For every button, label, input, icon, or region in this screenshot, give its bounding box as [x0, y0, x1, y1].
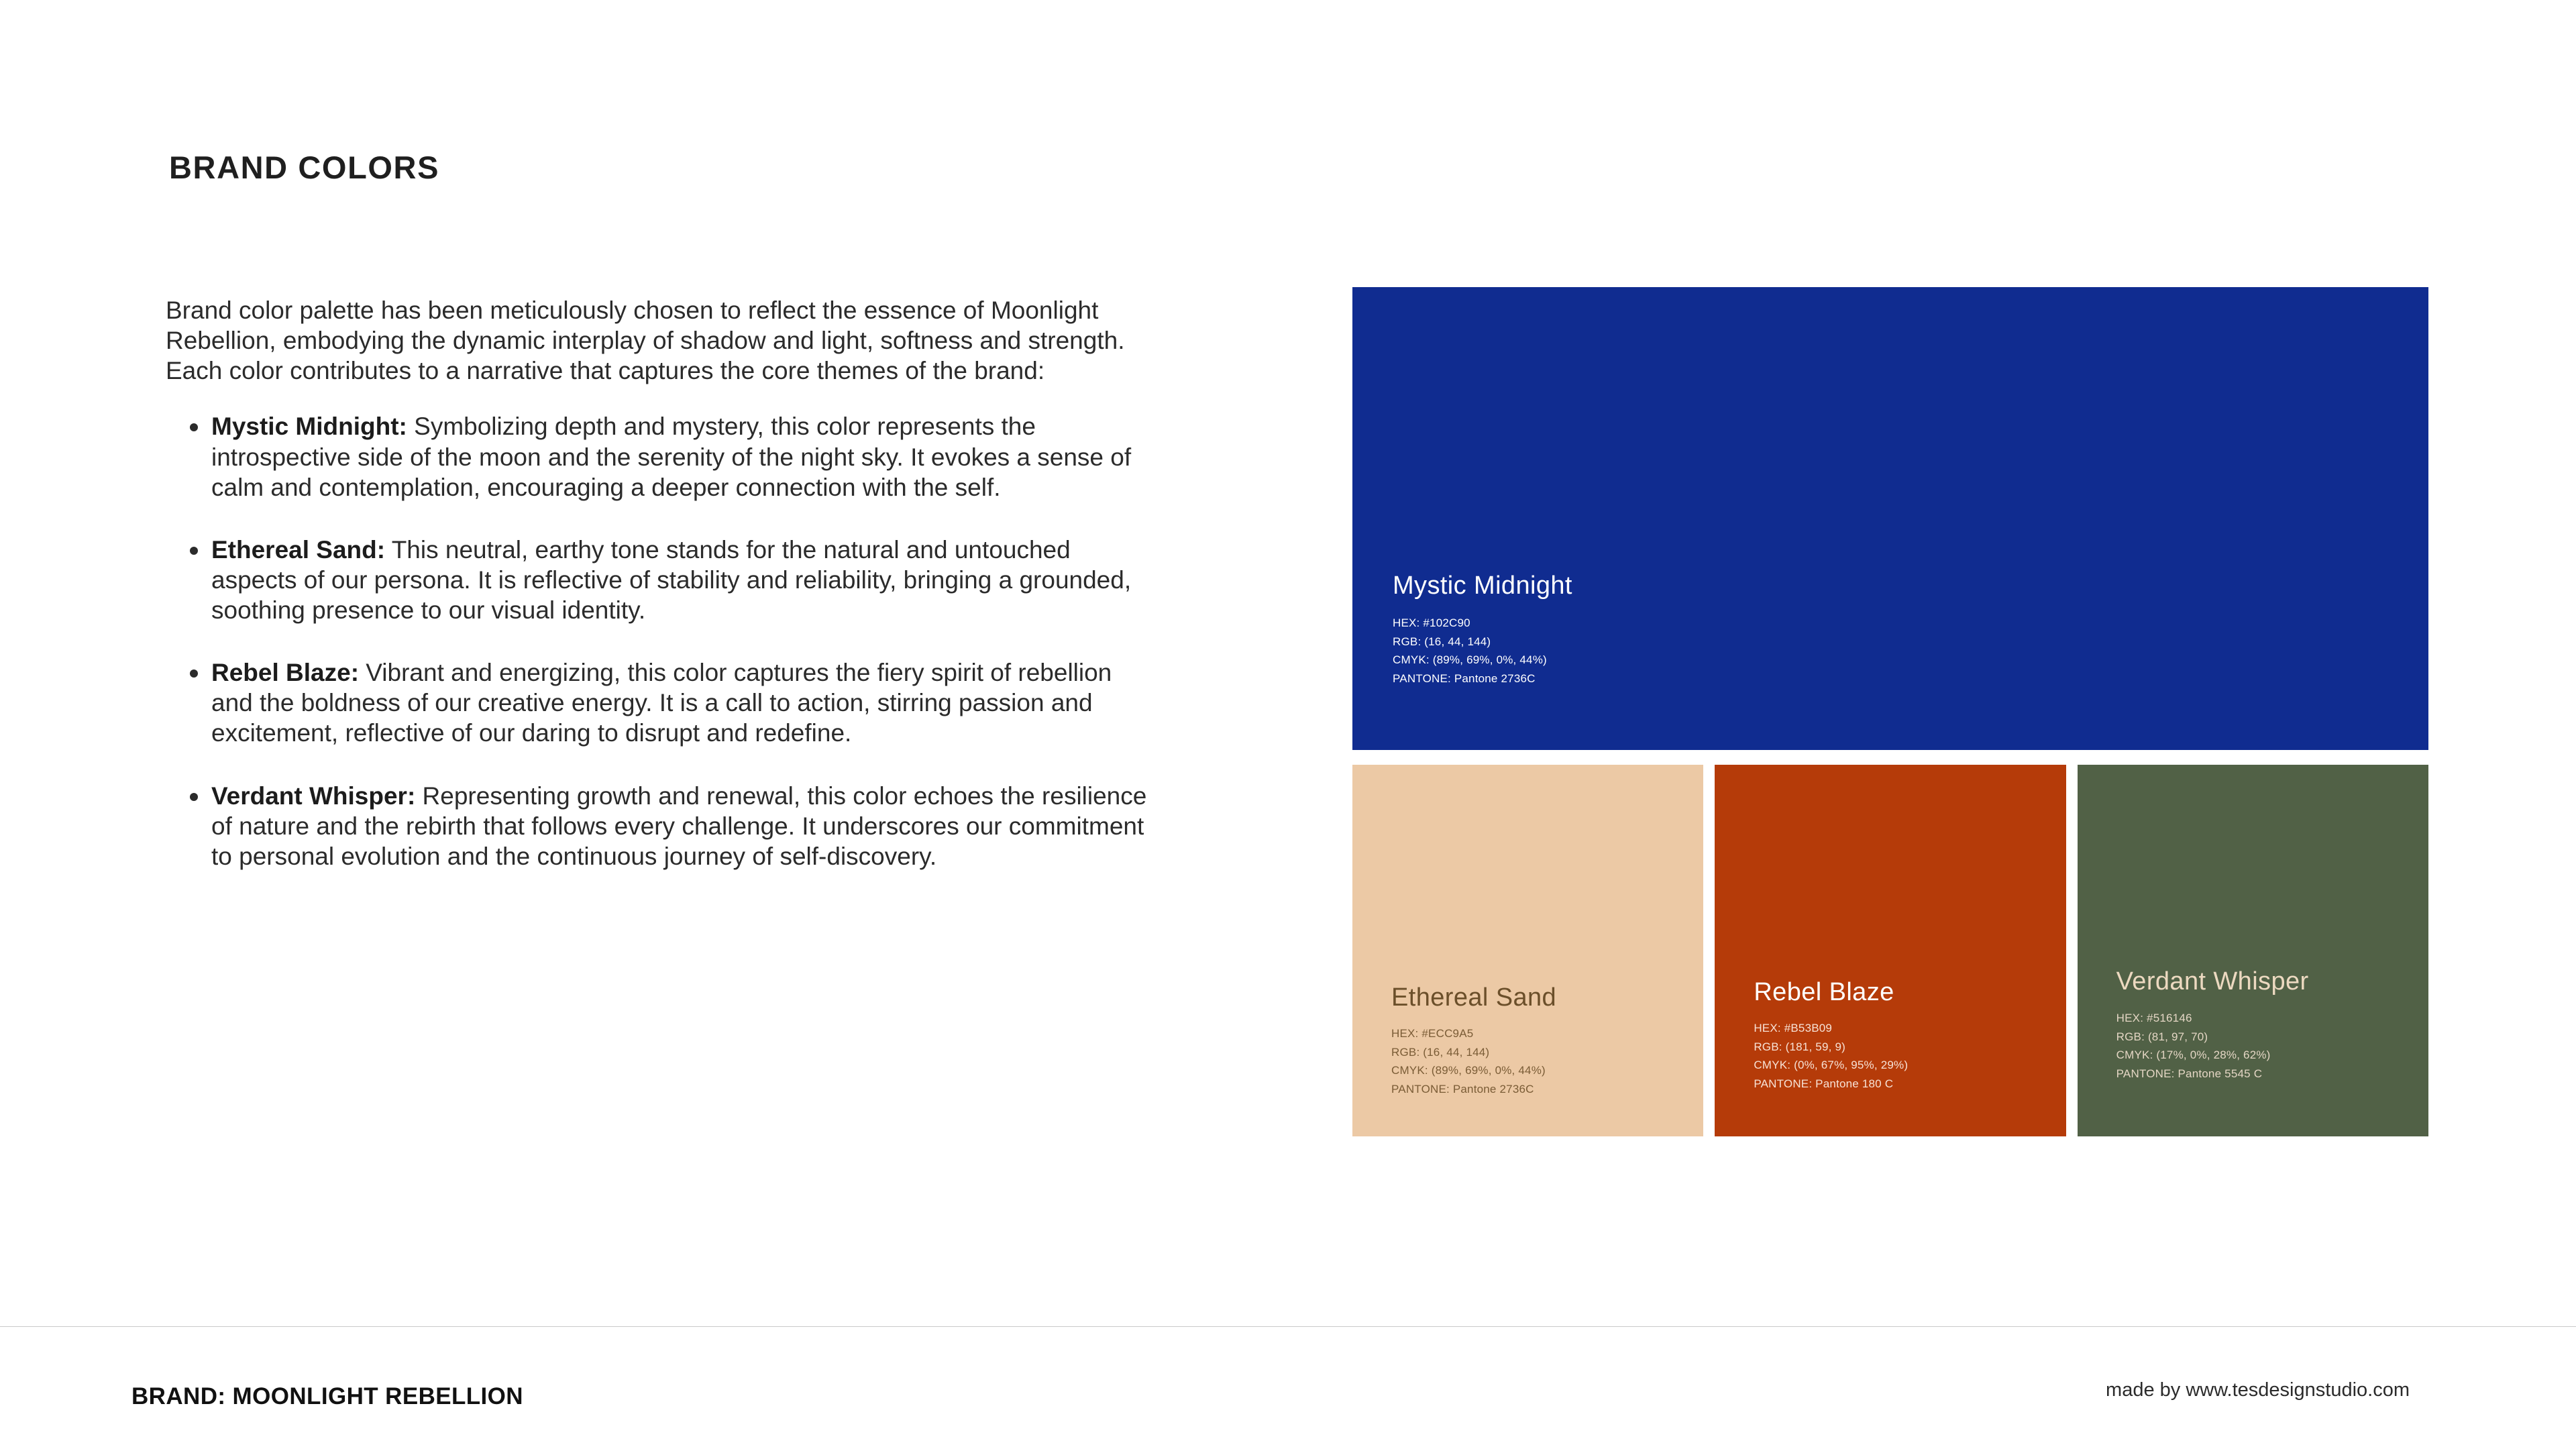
list-item-term: Verdant Whisper: — [211, 782, 416, 810]
color-swatch-group — [1352, 287, 2428, 1136]
list-item-text: Representing growth and renewal, this color echoes the resilience of nature and the rebirth that follows every challenge. It underscores our commitment to personal evolution and the continuous journey of self-discovery. — [211, 782, 1147, 870]
swatch-name: Verdant Whisper — [2116, 967, 2309, 996]
list-item — [166, 535, 1152, 625]
swatch-pantone: PANTONE: Pantone 2736C — [1393, 672, 1536, 685]
swatch-color-values — [1393, 614, 1547, 688]
list-item-text: Symbolizing depth and mystery, this color represents the introspective side of the moon and the serenity of the night sky. It evokes a sense of calm and contemplation, encouraging a deeper connection with the self. — [211, 413, 1132, 501]
swatch-mystic-midnight — [1352, 287, 2428, 750]
swatch-row — [1352, 765, 2428, 1136]
list-item — [166, 781, 1152, 871]
list-item-term: Ethereal Sand: — [211, 535, 386, 564]
swatch-hex: HEX: #B53B09 — [1754, 1022, 1833, 1034]
swatch-rgb: RGB: (181, 59, 9) — [1754, 1040, 1845, 1053]
swatch-rgb: RGB: (16, 44, 144) — [1391, 1045, 1490, 1059]
swatch-cmyk: CMYK: (17%, 0%, 28%, 62%) — [2116, 1049, 2271, 1062]
swatch-color-values — [2116, 1009, 2271, 1083]
footer-credit: made by www.tesdesignstudio.com — [2106, 1379, 2410, 1401]
swatch-name: Rebel Blaze — [1754, 978, 1894, 1006]
swatch-pantone: PANTONE: Pantone 180 C — [1754, 1077, 1894, 1090]
swatch-name: Ethereal Sand — [1391, 983, 1557, 1012]
swatch-hex: HEX: #516146 — [2116, 1012, 2192, 1024]
swatch-cmyk: CMYK: (0%, 67%, 95%, 29%) — [1754, 1059, 1909, 1072]
swatch-cmyk: CMYK: (89%, 69%, 0%, 44%) — [1391, 1064, 1546, 1077]
swatch-hex: HEX: #102C90 — [1393, 616, 1470, 629]
swatch-rgb: RGB: (16, 44, 144) — [1393, 635, 1491, 648]
swatch-color-values — [1391, 1024, 1546, 1098]
page-title: BRAND COLORS — [169, 150, 440, 185]
swatch-rgb: RGB: (81, 97, 70) — [2116, 1030, 2208, 1043]
swatch-rebel-blaze — [1715, 765, 2065, 1136]
list-item — [166, 657, 1152, 748]
swatch-name: Mystic Midnight — [1393, 572, 1572, 600]
swatch-verdant-whisper — [2078, 765, 2428, 1136]
list-item-text: This neutral, earthy tone stands for the natural and untouched aspects of our persona. It is reflective of stability and reliability, bringing a grounded, soothing presence to our visual identity. — [211, 535, 1132, 624]
footer-divider — [0, 1326, 2576, 1327]
intro-paragraph: Brand color palette has been meticulously chosen to reflect the essence of Moonlight Rebellion, embodying the dynamic interplay of shadow and light, softness and strength. Each color contributes to a narrative that captures the core themes of the brand: — [166, 297, 1125, 385]
description-column — [166, 295, 1159, 904]
swatch-color-values — [1754, 1019, 1908, 1093]
swatch-ethereal-sand — [1352, 765, 1703, 1136]
swatch-cmyk: CMYK: (89%, 69%, 0%, 44%) — [1393, 653, 1547, 667]
swatch-pantone: PANTONE: Pantone 2736C — [1391, 1082, 1534, 1095]
list-item-text: Vibrant and energizing, this color captures the fiery spirit of rebellion and the boldness of our creative energy. It is a call to action, stirring passion and excitement, reflective of our daring to disrupt and redefine. — [211, 659, 1112, 747]
list-item-term: Rebel Blaze: — [211, 659, 360, 687]
color-description-list — [166, 411, 1159, 871]
swatch-pantone: PANTONE: Pantone 5545 C — [2116, 1067, 2263, 1080]
swatch-hex: HEX: #ECC9A5 — [1391, 1027, 1474, 1040]
list-item-term: Mystic Midnight: — [211, 413, 407, 441]
footer-brand-label: BRAND: MOONLIGHT REBELLION — [131, 1383, 523, 1409]
list-item — [166, 411, 1152, 502]
